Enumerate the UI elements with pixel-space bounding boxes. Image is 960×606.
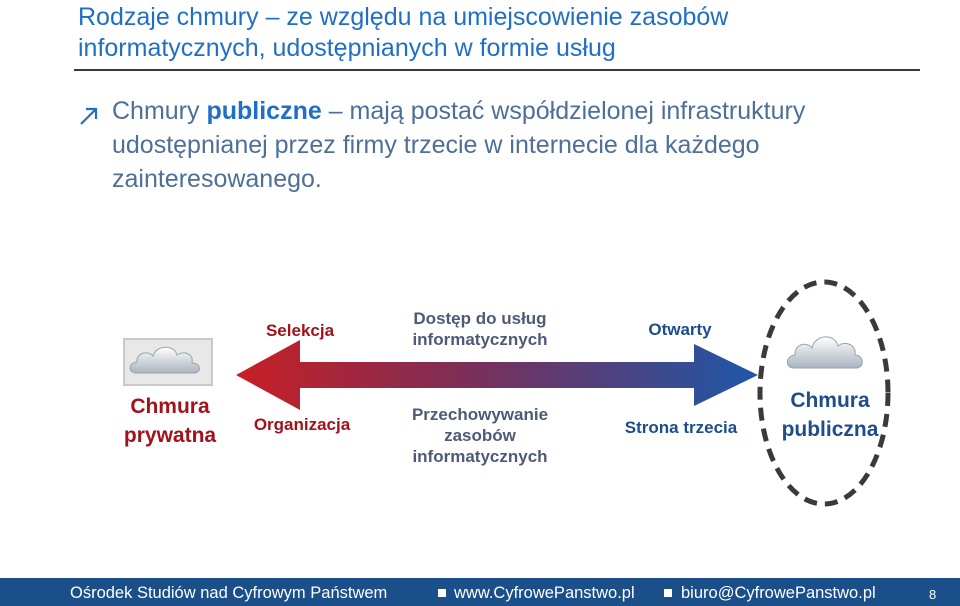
label-resource-storage-line3: informatycznych (412, 447, 548, 466)
private-cloud-label-line1: Chmura (130, 395, 210, 418)
label-service-access (385, 308, 575, 350)
private-cloud-label-line2: prywatna (123, 424, 217, 447)
footer-website-link[interactable]: www.CyfrowePanstwo.pl (454, 584, 635, 602)
public-cloud-icon (785, 326, 865, 376)
public-cloud-label-line2: publiczna (781, 418, 879, 441)
page-number: 8 (929, 587, 937, 602)
label-open: Otwarty (648, 320, 712, 339)
private-cloud-icon (128, 339, 204, 381)
label-third-party: Strona trzecia (624, 418, 738, 437)
footer-separator-icon (438, 589, 446, 597)
bullet-emphasis: publiczne (206, 97, 322, 125)
footer-bar (0, 578, 960, 606)
slide-title-line2: informatycznych, udostępnianych w formie usług (78, 34, 616, 62)
label-resource-storage-line1: Przechowywanie (411, 405, 549, 424)
footer-organization: Ośrodek Studiów nad Cyfrowym Państwem (70, 584, 388, 602)
label-service-access-line1: Dostęp do usług (413, 309, 547, 328)
label-resource-storage (385, 404, 575, 467)
slide-title-line1: Rodzaje chmury – ze względu na umiejscowienie zasobów (78, 3, 729, 31)
label-service-access-line2: informatycznych (412, 330, 548, 349)
bullet-rest: – mają postać współdzielonej infrastruktury udostępnianej przez firmy trzecie w internecie dla każdego zainteresowanego. (112, 97, 806, 193)
public-cloud-label (760, 386, 900, 444)
footer-email-link[interactable]: biuro@CyfrowePanstwo.pl (681, 584, 876, 602)
double-arrow (236, 340, 758, 410)
bullet-prefix: Chmury (112, 97, 207, 125)
public-cloud-label-line1: Chmura (790, 389, 870, 412)
footer-separator-icon (664, 589, 672, 597)
label-organization: Organizacja (253, 415, 351, 434)
label-selection: Selekcja (265, 321, 335, 340)
private-cloud-label (105, 392, 235, 450)
label-resource-storage-line2: zasobów (444, 426, 516, 445)
